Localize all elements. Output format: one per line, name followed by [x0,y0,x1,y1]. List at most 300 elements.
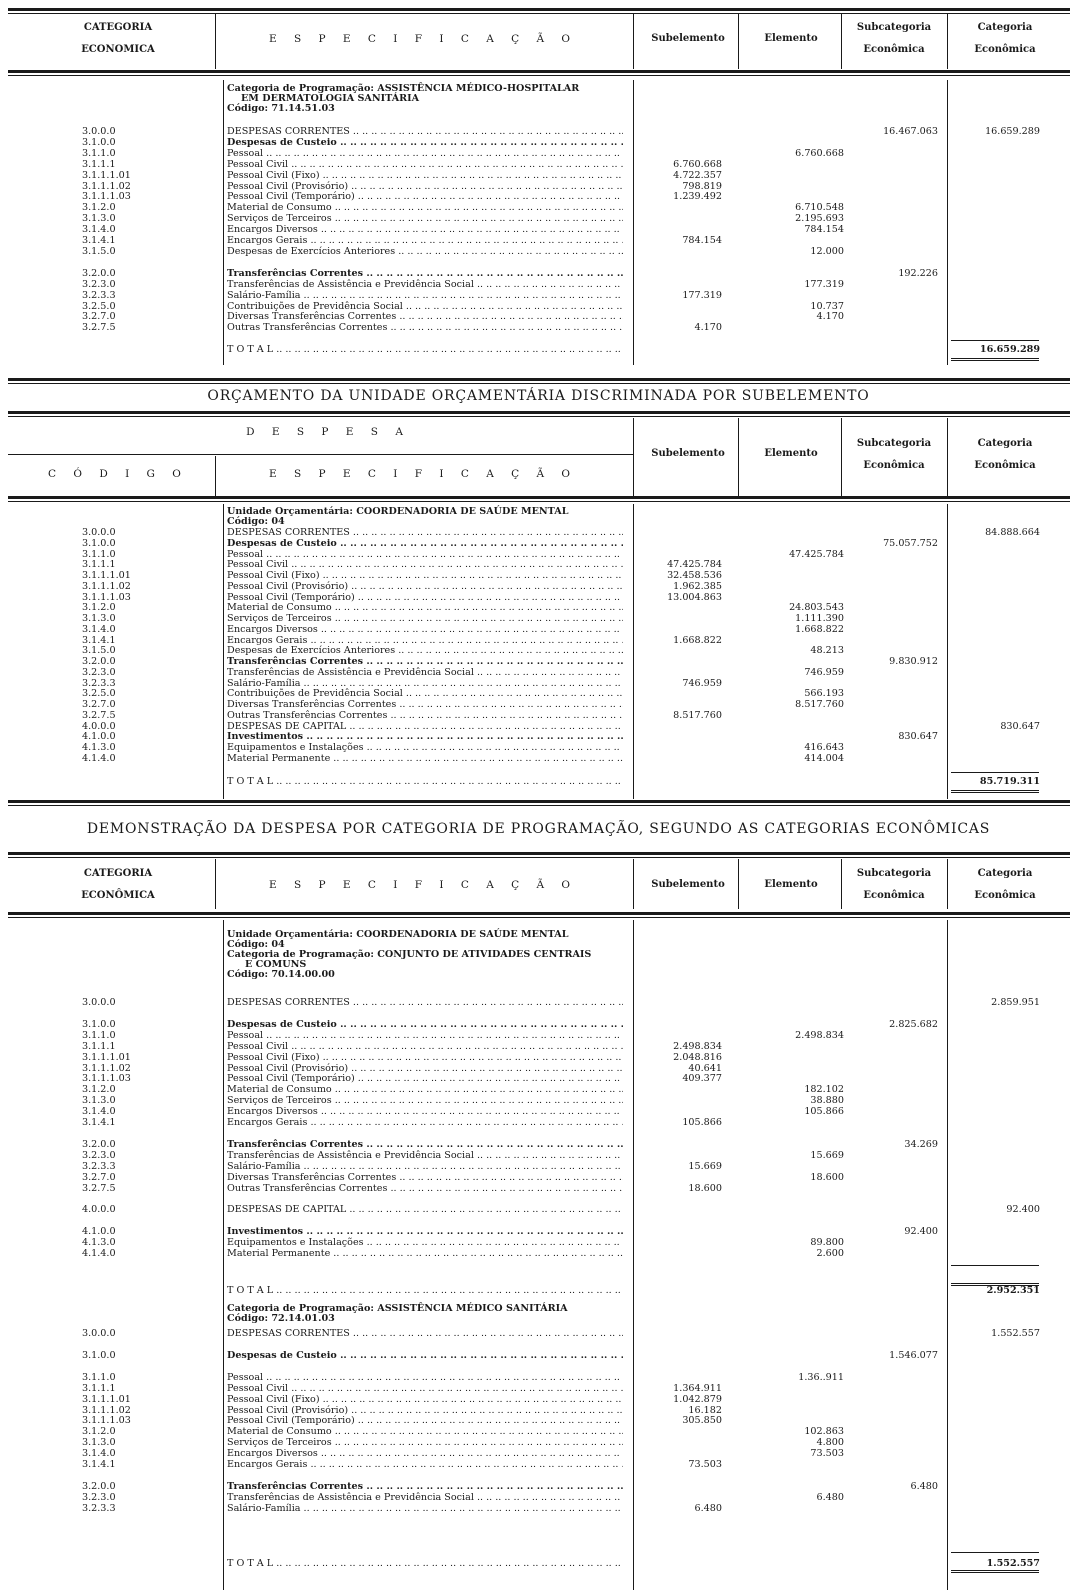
row-elemento: 38.880 [810,1095,844,1107]
row-code: 3.1.0.0 [82,1349,116,1361]
row-description: Serviços de Terceiros .. .. [227,1095,623,1106]
row-code: 3.1.4.0 [82,1448,116,1460]
table-row [8,721,1070,732]
row-description: Pessoal Civil (Fixo) .. .. [227,1052,623,1063]
table-row [8,148,1070,159]
row-description: Pessoal Civil .. .. [227,159,623,170]
row-subcategoria: 34.269 [904,1138,938,1150]
row-code: 3.1.3.0 [82,613,116,624]
table-row [8,1405,1070,1416]
row-description: Serviços de Terceiros .. .. [227,1437,623,1448]
row-code: 3.1.1.1.01 [82,570,131,581]
col-header-elemento: Elemento [764,879,818,890]
row-code: 3.2.0.0 [82,656,116,667]
row-description: Encargos Gerais .. .. [227,235,623,246]
total-label: T O T A L .. .. [227,1558,623,1569]
table-row [8,159,1070,170]
row-subelemento: 409.377 [682,1073,722,1085]
row-code: 3.1.1.1.01 [82,1393,131,1405]
table-row [8,1426,1070,1437]
row-code: 3.1.0.0 [82,537,116,549]
table-row [8,213,1070,224]
row-elemento: 18.600 [810,1171,844,1183]
unit-header-line: E COMUNS [245,959,307,970]
table-row [8,1204,1070,1215]
row-code: 3.2.5.0 [82,300,116,312]
row-description: DESPESAS CORRENTES .. .. [227,997,623,1008]
row-description: Transferências Correntes .. .. [227,656,623,667]
row-description: Pessoal .. .. [227,1030,623,1041]
row-elemento: 1.36..911 [798,1371,844,1383]
row-description: Diversas Transferências Correntes .. .. [227,311,623,322]
row-description: Pessoal Civil (Provisório) .. .. [227,181,623,192]
program-header-line: Categoria de Programação: ASSISTÊNCIA MÉDICO-HOSPITALAR [227,83,580,94]
table-row [8,268,1070,279]
row-description: Pessoal Civil (Temporário) .. .. [227,1073,623,1084]
section-coordenadoria [8,408,1070,808]
row-code: 3.1.5.0 [82,245,116,257]
row-subelemento: 15.669 [688,1160,722,1172]
row-elemento: 12.000 [810,245,844,257]
row-elemento: 8.517.760 [795,699,844,710]
col-header-subelemento: Subelemento [651,448,725,459]
row-elemento: 182.102 [804,1084,844,1096]
row-subelemento: 1.364.911 [673,1382,722,1394]
table-row [8,1248,1070,1259]
row-code: 3.2.7.0 [82,311,116,323]
row-code: 3.2.3.0 [82,1491,116,1503]
row-code: 3.1.0.0 [82,136,116,148]
heading-orcamento: ORÇAMENTO DA UNIDADE ORÇAMENTÁRIA DISCRIMINADA POR SUBELEMENTO [207,388,870,404]
row-code: 3.2.5.0 [82,688,116,700]
row-subelemento: 2.048.816 [673,1051,722,1063]
row-subelemento: 16.182 [688,1404,722,1416]
col-header-subelemento: Subelemento [651,879,725,890]
row-subcategoria: 6.480 [910,1480,938,1492]
col-header-subcategoria-economica: Econômica [863,460,925,471]
col-header-codigo: C Ó D I G O [48,468,188,480]
row-subelemento: 6.760.668 [673,158,722,170]
total-label: T O T A L .. .. [227,344,623,355]
row-code: 3.2.7.5 [82,1182,116,1194]
row-elemento: 10.737 [810,300,844,312]
row-subcategoria: 192.226 [898,267,938,279]
row-code: 3.2.7.5 [82,322,116,334]
table-row [8,1481,1070,1492]
row-subcategoria: 75.057.752 [883,537,938,549]
row-code: 4.1.4.0 [82,1248,116,1260]
row-description: Encargos Diversos .. .. [227,1448,623,1459]
table-row [8,1448,1070,1459]
row-code: 3.1.2.0 [82,1426,116,1438]
table-row [8,1019,1070,1030]
row-description: Material de Consumo .. .. [227,602,623,613]
row-elemento: 1.111.390 [795,613,844,624]
table-row [8,1492,1070,1503]
row-description: Despesas de Custeio .. .. [227,1350,623,1361]
table-row [8,624,1070,635]
col-header-subcategoria: Subcategoria [856,438,932,449]
total-label: T O T A L .. .. [227,1285,623,1296]
row-elemento: 177.319 [804,278,844,290]
total-value: 2.952.351 [986,1285,1040,1296]
row-code: 3.1.4.1 [82,634,116,646]
unit-header-line: Código: 04 [227,939,285,950]
col-header-subcategoria: Subcategoria [856,22,932,33]
unit-header-line: Código: 04 [227,516,285,527]
row-subelemento: 798.819 [682,180,722,192]
table-row [8,1084,1070,1095]
row-description: Material Permanente .. .. [227,1248,623,1259]
row-elemento: 6.760.668 [795,147,844,159]
row-subelemento: 18.600 [688,1182,722,1194]
col-header-categoria-right: Categoria [977,438,1033,449]
unit-header-line: Código: 70.14.00.00 [227,969,335,980]
program-header [227,1304,627,1324]
row-subelemento: 4.170 [694,322,722,334]
table-row [8,170,1070,181]
row-elemento: 416.643 [804,742,844,753]
row-code: 3.1.4.1 [82,1117,116,1128]
row-elemento: 566.193 [804,688,844,700]
row-subelemento: 177.319 [682,289,722,301]
row-description: DESPESAS CORRENTES .. .. [227,126,623,137]
row-categoria: 16.659.289 [985,126,1040,137]
row-code: 3.1.1.1 [82,1382,116,1394]
table-row [8,635,1070,646]
row-code: 4.0.0.0 [82,1204,116,1216]
col-header-economica: ECONOMICA [81,44,155,55]
row-code: 3.2.3.3 [82,289,116,301]
row-subelemento: 1.239.492 [673,191,722,203]
row-code: 3.1.2.0 [82,1084,116,1096]
col-header-especificacao: E S P E C I F I C A Ç Ã O [268,879,578,891]
unit-header-line: Unidade Orçamentária: COORDENADORIA DE SAÚDE MENTAL [227,929,569,940]
table-row [8,549,1070,560]
row-description: Material de Consumo .. .. [227,1084,623,1095]
col-header-categoria: CATEGORIA [83,868,153,879]
table-row [8,592,1070,603]
row-code: 3.1.1.1.03 [82,191,131,203]
row-code: 3.1.1.1 [82,1040,116,1052]
row-description: DESPESAS CORRENTES .. .. [227,527,623,538]
row-subelemento: 2.498.834 [673,1040,722,1052]
col-header-elemento: Elemento [764,448,818,459]
row-code: 3.1.2.0 [82,202,116,214]
row-subelemento: 13.004.863 [667,591,722,603]
table-row [8,181,1070,192]
row-description: Investimentos .. .. [227,1226,623,1237]
row-code: 3.2.0.0 [82,1138,116,1150]
col-header-categoria-economica: Econômica [974,460,1036,471]
row-subelemento: 4.722.357 [673,169,722,181]
table-row [8,235,1070,246]
row-description: Material de Consumo .. .. [227,202,623,213]
row-code: 3.1.1.1.01 [82,1051,131,1063]
table-row [8,1183,1070,1194]
row-code: 3.1.1.1 [82,559,116,571]
program-header [227,84,627,114]
row-description: Transferências Correntes .. .. [227,1481,623,1492]
row-description: Material Permanente .. .. [227,753,623,764]
row-description: Encargos Gerais .. .. [227,1459,623,1470]
row-code: 3.1.1.0 [82,1371,116,1383]
row-description: Salário-Família .. .. [227,678,623,689]
table-row [8,1237,1070,1248]
row-elemento: 6.710.548 [795,202,844,214]
row-description: Despesas de Custeio .. .. [227,538,623,549]
row-subelemento: 105.866 [682,1117,722,1128]
table-row [8,1459,1070,1470]
col-header-subcategoria-economica: Econômica [863,890,925,901]
table-row [8,678,1070,689]
table-row [8,527,1070,538]
row-code: 3.1.3.0 [82,1095,116,1107]
table-row [8,1172,1070,1183]
row-elemento: 73.503 [810,1448,844,1460]
row-description: Serviços de Terceiros .. .. [227,613,623,624]
heading-demonstracao: DEMONSTRAÇÃO DA DESPESA POR CATEGORIA DE PROGRAMAÇÃO, SEGUNDO AS CATEGORIAS ECONÔMICAS [86,821,991,837]
row-elemento: 15.669 [810,1149,844,1161]
row-code: 3.2.0.0 [82,1480,116,1492]
row-code: 3.1.3.0 [82,1437,116,1449]
row-code: 3.1.1.1.03 [82,1073,131,1085]
col-header-elemento: Elemento [764,33,818,44]
row-subelemento: 746.959 [682,677,722,689]
table-row [8,224,1070,235]
row-subelemento: 784.154 [682,235,722,246]
row-code: 3.2.3.0 [82,1149,116,1161]
row-description: Pessoal Civil (Provisório) .. .. [227,1405,623,1416]
section-demonstracao [8,842,1070,1595]
row-code: 3.1.1.1 [82,158,116,170]
row-description: Pessoal Civil (Temporário) .. .. [227,191,623,202]
row-code: 3.1.1.1.02 [82,180,131,192]
table-row [8,191,1070,202]
row-description: Encargos Gerais .. .. [227,1117,623,1128]
table-row [8,322,1070,333]
row-code: 3.0.0.0 [82,997,116,1008]
table-row [8,710,1070,721]
row-description: Pessoal Civil (Fixo) .. .. [227,570,623,581]
row-elemento: 48.213 [810,645,844,657]
table-row [8,997,1070,1008]
row-description: Contribuições de Previdência Social .. .. [227,688,623,699]
row-subcategoria: 1.546.077 [889,1349,938,1361]
unit-header [227,507,627,527]
row-categoria: 1.552.557 [991,1328,1040,1339]
section-dermatologia [8,0,1070,385]
table-row [8,602,1070,613]
col-header-despesa: D E S P E S A [246,426,410,438]
row-description: Salário-Família .. .. [227,290,623,301]
row-elemento: 784.154 [804,224,844,236]
row-elemento: 24.803.543 [789,602,844,614]
table-row [8,1394,1070,1405]
row-subelemento: 32.458.536 [667,570,722,581]
row-elemento: 6.480 [816,1491,844,1503]
row-elemento: 746.959 [804,666,844,678]
row-description: Encargos Gerais .. .. [227,635,623,646]
row-description: Pessoal Civil (Temporário) .. .. [227,592,623,603]
col-header-subcategoria: Subcategoria [856,868,932,879]
row-code: 3.1.4.1 [82,235,116,246]
row-description: DESPESAS DE CAPITAL .. .. [227,1204,623,1215]
table-row [8,1106,1070,1117]
table-row [8,1350,1070,1361]
total-label: T O T A L .. .. [227,776,623,787]
row-description: Salário-Família .. .. [227,1503,623,1514]
row-elemento: 102.863 [804,1426,844,1438]
row-description: Pessoal .. .. [227,148,623,159]
row-code: 3.1.1.1.03 [82,591,131,603]
table-row [8,1372,1070,1383]
row-code: 3.2.3.0 [82,278,116,290]
row-code: 3.1.4.0 [82,623,116,635]
row-description: Encargos Diversos .. .. [227,1106,623,1117]
unit-header [227,930,627,980]
table-row [8,667,1070,678]
row-description: DESPESAS CORRENTES .. .. [227,1328,623,1339]
col-header-categoria-right: Categoria [977,22,1033,33]
row-description: Encargos Diversos .. .. [227,224,623,235]
table-row [8,699,1070,710]
row-categoria: 92.400 [1006,1204,1040,1216]
row-code: 3.2.3.3 [82,1502,116,1514]
total-value: 85.719.311 [979,776,1040,787]
row-code: 3.2.3.3 [82,1160,116,1172]
row-elemento: 2.195.693 [795,213,844,225]
table-row [8,1041,1070,1052]
row-description: Transferências de Assistência e Previdência Social .. .. [227,1150,623,1161]
table-row [8,1503,1070,1514]
row-code: 3.2.7.0 [82,699,116,710]
row-code: 3.1.1.0 [82,147,116,159]
row-elemento: 2.498.834 [795,1029,844,1041]
row-code: 4.1.3.0 [82,742,116,753]
row-subelemento: 1.668.822 [673,634,722,646]
table-row [8,1139,1070,1150]
table-row [8,1328,1070,1339]
table-row [8,1063,1070,1074]
program-header-line: Categoria de Programação: ASSISTÊNCIA MÉDICO SANITÁRIA [227,1303,568,1314]
row-elemento: 4.170 [816,311,844,323]
row-description: Encargos Diversos .. .. [227,624,623,635]
table-row [8,538,1070,549]
col-header-subelemento: Subelemento [651,33,725,44]
table-row [8,559,1070,570]
row-description: Outras Transferências Correntes .. .. [227,710,623,721]
row-description: Pessoal .. .. [227,1372,623,1383]
row-description: Material de Consumo .. .. [227,1426,623,1437]
table-row [8,301,1070,312]
row-elemento: 4.800 [816,1437,844,1449]
table-row [8,688,1070,699]
table-row [8,1030,1070,1041]
table-row [8,311,1070,322]
table-row [8,290,1070,301]
total-row [8,1558,1070,1569]
table-row [8,581,1070,592]
row-code: 3.1.4.0 [82,224,116,236]
row-code: 4.1.4.0 [82,752,116,764]
row-description: Despesas de Custeio .. .. [227,137,623,148]
row-subelemento: 47.425.784 [667,559,722,571]
row-elemento: 1.668.822 [795,623,844,635]
row-description: Pessoal Civil (Fixo) .. .. [227,1394,623,1405]
row-code: 3.1.5.0 [82,645,116,657]
col-header-categoria-economica: Econômica [974,890,1036,901]
col-header-especificacao: E S P E C I F I C A Ç Ã O [268,33,578,45]
row-description: Pessoal Civil (Provisório) .. .. [227,1063,623,1074]
row-code: 3.2.3.0 [82,666,116,678]
row-description: Diversas Transferências Correntes .. .. [227,699,623,710]
row-subelemento: 1.042.879 [673,1393,722,1405]
row-description: Pessoal Civil (Temporário) .. .. [227,1415,623,1426]
row-code: 4.1.0.0 [82,1226,116,1238]
total-value: 1.552.557 [986,1558,1040,1569]
table-row [8,1226,1070,1237]
row-code: 3.1.1.1.02 [82,1404,131,1416]
program-header-line: Código: 71.14.51.03 [227,103,335,114]
row-description: Serviços de Terceiros .. .. [227,213,623,224]
table-row [8,1095,1070,1106]
row-description: Despesas de Exercícios Anteriores .. .. [227,246,623,257]
row-code: 3.1.1.0 [82,1029,116,1041]
row-subelemento: 1.962.385 [673,580,722,592]
table-row [8,126,1070,137]
row-code: 3.2.7.0 [82,1171,116,1183]
row-subelemento: 6.480 [694,1502,722,1514]
table-row [8,1161,1070,1172]
row-code: 3.1.1.1.03 [82,1415,131,1427]
row-code: 3.0.0.0 [82,527,116,538]
row-description: Contribuições de Previdência Social .. .. [227,301,623,312]
table-row [8,1052,1070,1063]
row-description: Outras Transferências Correntes .. .. [227,322,623,333]
row-code: 3.2.7.5 [82,709,116,721]
row-elemento: 89.800 [810,1237,844,1249]
row-code: 3.2.0.0 [82,267,116,279]
col-header-categoria: CATEGORIA [83,22,153,33]
row-description: Equipamentos e Instalações .. .. [227,1237,623,1248]
row-code: 3.1.1.0 [82,548,116,560]
row-code: 4.1.0.0 [82,731,116,743]
row-subcategoria: 830.647 [898,731,938,743]
total-row [8,344,1070,355]
row-code: 3.1.4.0 [82,1106,116,1118]
row-description: Transferências de Assistência e Previdência Social .. .. [227,667,623,678]
row-description: Transferências de Assistência e Previdência Social .. .. [227,279,623,290]
row-code: 4.1.3.0 [82,1237,116,1249]
row-code: 4.0.0.0 [82,720,116,732]
row-categoria: 84.888.664 [985,527,1040,538]
table-row [8,656,1070,667]
row-elemento: 47.425.784 [789,548,844,560]
row-code: 3.1.4.1 [82,1459,116,1470]
row-description: Transferências Correntes .. .. [227,1139,623,1150]
program-header-line: Código: 72.14.01.03 [227,1313,335,1324]
col-header-especificacao: E S P E C I F I C A Ç Ã O [268,468,578,480]
col-header-subcategoria-economica: Econômica [863,44,925,55]
table-row [8,1150,1070,1161]
table-row [8,279,1070,290]
table-row [8,202,1070,213]
table-row [8,613,1070,624]
row-subcategoria: 92.400 [904,1226,938,1238]
col-header-categoria-right: Categoria [977,868,1033,879]
row-code: 3.2.3.3 [82,677,116,689]
